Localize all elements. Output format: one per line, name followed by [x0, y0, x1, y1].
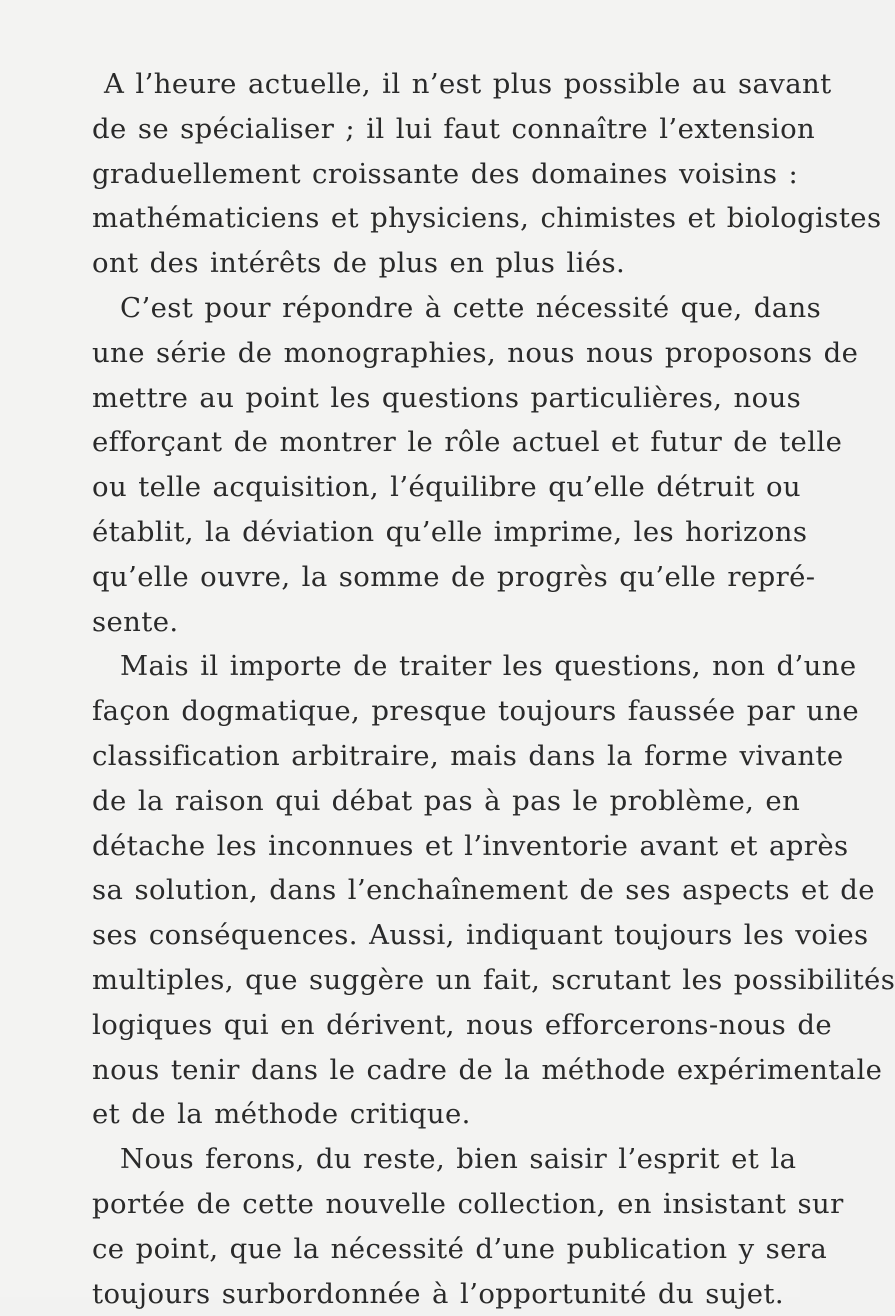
paragraph-line: logiques qui en dérivent, nous efforcerons-nous de: [92, 1008, 833, 1041]
paragraph-1: [92, 62, 882, 286]
paragraph-line: multiples, que suggère un fait, scrutant les possibilités: [92, 963, 895, 996]
paragraph-line: ce point, que la nécessité d’une publication y sera: [92, 1232, 828, 1265]
paragraph-line: mettre au point les questions particulières, nous: [92, 381, 802, 414]
paragraph-line: efforçant de montrer le rôle actuel et futur de telle: [92, 426, 843, 459]
paragraph-line: Mais il importe de traiter les questions, non d’une: [120, 650, 857, 683]
paragraph-line: C’est pour répondre à cette nécessité que, dans: [120, 291, 822, 324]
paragraph-line: ont des intérêts de plus en plus liés.: [92, 247, 626, 280]
paragraph-line: de la raison qui débat pas à pas le problème, en: [92, 784, 801, 817]
paragraph-line: Nous ferons, du reste, bien saisir l’esprit et la: [120, 1143, 797, 1176]
paragraph-line: sente.: [92, 605, 179, 638]
paragraph-line: ses conséquences. Aussi, indiquant toujours les voies: [92, 919, 869, 952]
paragraph-line: graduellement croissante des domaines voisins :: [92, 157, 799, 190]
paragraph-line: portée de cette nouvelle collection, en insistant sur: [92, 1187, 844, 1220]
paragraph-line: façon dogmatique, presque toujours faussée par une: [92, 695, 860, 728]
paragraph-line: de se spécialiser ; il lui faut connaître l’extension: [92, 112, 816, 145]
paragraph-line: classification arbitraire, mais dans la forme vivante: [92, 739, 844, 772]
paragraph-line: et de la méthode critique.: [92, 1098, 471, 1131]
paragraph-line: A l’heure actuelle, il n’est plus possible au savant: [104, 68, 832, 100]
paragraph-line: qu’elle ouvre, la somme de progrès qu’elle repré-: [92, 560, 816, 593]
paragraph-2: [92, 286, 859, 644]
body-text: [92, 62, 895, 1316]
paragraph-line: une série de monographies, nous nous proposons de: [92, 336, 859, 369]
paragraph-line: nous tenir dans le cadre de la méthode expérimentale: [92, 1053, 883, 1086]
paragraph-line: ou telle acquisition, l’équilibre qu’elle détruit ou: [92, 471, 802, 504]
paragraph-line: toujours surbordonnée à l’opportunité du sujet.: [92, 1277, 785, 1310]
paragraph-line: sa solution, dans l’enchaînement de ses aspects et de: [92, 874, 875, 907]
paragraph-line: détache les inconnues et l’inventorie avant et après: [92, 829, 849, 862]
paragraph-line: mathématiciens et physiciens, chimistes et biologistes: [92, 202, 882, 235]
paragraph-3: [92, 644, 895, 1137]
paragraph-line: établit, la déviation qu’elle imprime, les horizons: [92, 515, 808, 548]
paragraph-4: [92, 1137, 844, 1316]
